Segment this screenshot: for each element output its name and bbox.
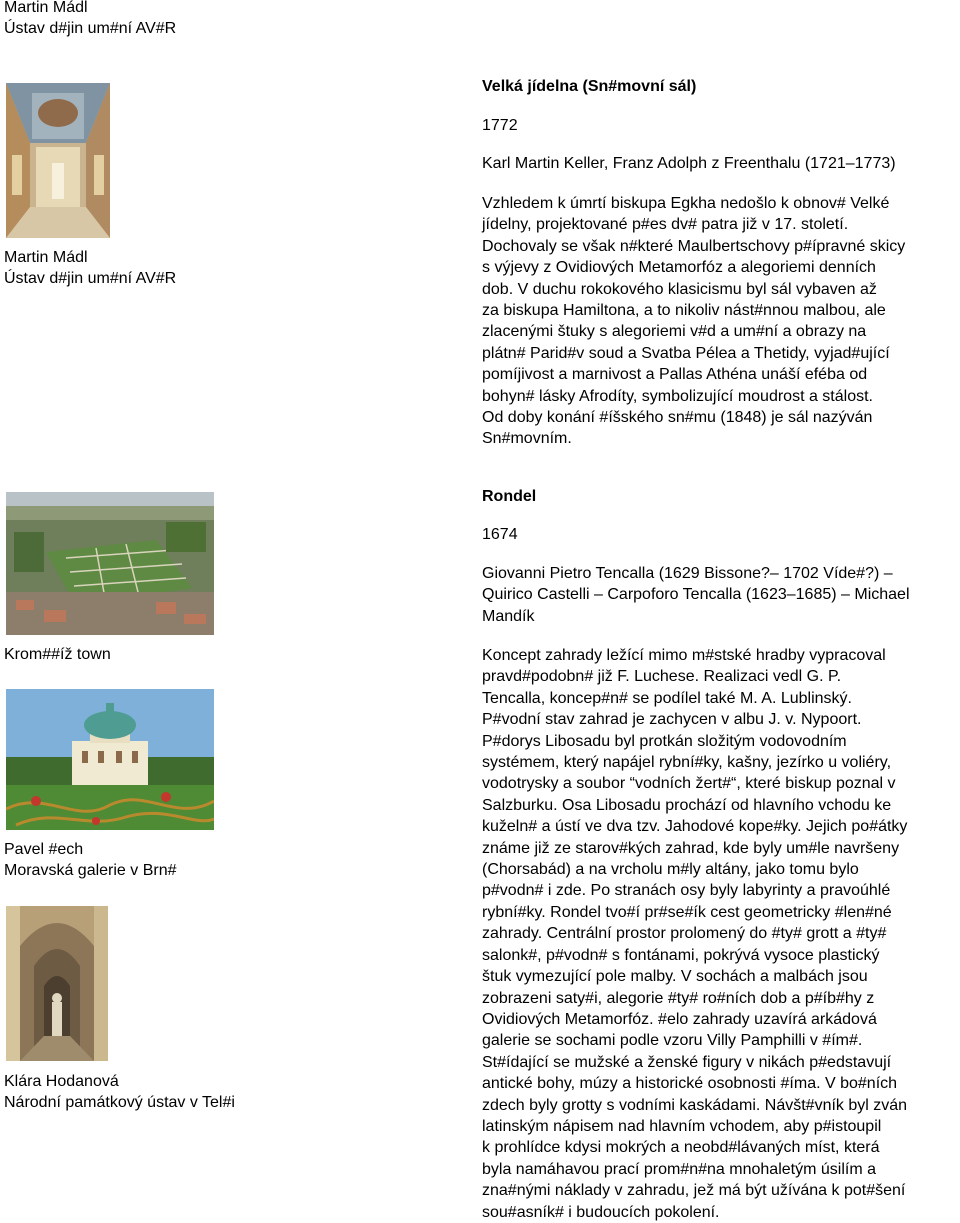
section-2-title: Rondel xyxy=(482,488,537,505)
photo-3-credit-institution: Moravská galerie v Brn# xyxy=(4,862,177,879)
photo-1-credit-institution: Ústav d#jin um#ní AV#R xyxy=(4,270,177,287)
section-2-body: Koncept zahrady ležící mimo m#stské hradby vypracoval pravd#podobn# již F. Luchese. Realizaci vedl G. P. Tencalla, koncep#n# se podílel také M. A. Lublinský. P#vodní stav zahrad je zachycen v albu J. v. Nypoort. P#dorys Libosadu byl protkán složitým vodovodním systémem, který napájel rybní#ky, kašny, jezírko u voliéry, vodotrysky a soubor “vodních žert#“, které biskup poznal v Salzburku. Osa Libosadu prochází od hlavního vchodu ke kuželn# a ústí ve dva tzv. Jahodové kope#ky. Jejich po#átky známe již ze starov#kých zahrad, kde byly um#le navršeny (Chorsabád) a na vrcholu m#ly altány, jako tomu bylo p#vodn# i zde. Po stranách osy byly labyrinty a pravoúhlé rybní#ky. Rondel tvo#í pr#se#ík cest geometricky #len#né zahrady. Centrální prostor prolomený do #ty# grott a #ty# salonk#, p#vodn# s fontánami, pokrývá vysoce plastický štuk vymezující pole malby. V sochách a malbách jsou zobrazeni saty#i, alegorie #ty# ro#ních dob a p#íb#hy z Ovidiových Metamorfóz. #elo zahrady uzavírá arkádová galerie se sochami podle vzoru Villy Pamphilli v #ím#. St#ídající se mužské a ženské figury v nikách p#edstavují antické bohy, múzy a historické osobnosti #íma. V bo#ních zdech byly grotty s vodními kaskádami. Návšt#vník byl zván latinským nápisem nad hlavním vchodem, aby p#istoupil k prohlídce kdysi mokrých a neobd#lávaných míst, která byla namáhavou prací prom#n#na mnohaletým úsilím a zna#nými náklady v zahradu, jež má být užívána k pot#šení sou#asník# i budoucích pokolení. xyxy=(482,647,908,1221)
aerial-town-photo xyxy=(6,492,214,635)
top-photo-credit-author: Martin Mádl xyxy=(4,0,88,16)
rotunda-garden-photo xyxy=(6,689,214,830)
section-2-year: 1674 xyxy=(482,526,518,543)
photo-1-credit-author: Martin Mádl xyxy=(4,249,88,266)
town-caption: Krom##íž town xyxy=(4,646,111,663)
section-1-body: Vzhledem k úmrtí biskupa Egkha nedošlo k obnov# Velké jídelny, projektované p#es dv# patra již v 17. století. Dochovaly se však n#které Maulbertschovy p#ípravné skicy s výjevy z Ovidiových Metamorfóz a alegoriemi denních dob. V duchu rokokového klasicismu byl sál vybaven až za biskupa Hamiltona, a to nikoliv nást#nnou malbou, ale zlacenými štuky s alegoriemi v#d a um#ní a obrazy na plátn# Parid#v soud a Svatba Pélea a Thetidy, vyjad#ující pomíjivost a marnivost a Pallas Athéna unáší eféba od bohyn# lásky Afrodíty, symbolizující moudrost a stálost. Od doby konání #íšského sn#mu (1848) je sál nazýván Sn#movním. xyxy=(482,195,906,448)
section-1-authors: Karl Martin Keller, Franz Adolph z Freenthalu (1721–1773) xyxy=(482,155,896,172)
photo-3-credit-author: Pavel #ech xyxy=(4,841,84,858)
arcade-corridor-photo xyxy=(6,906,108,1061)
top-photo-credit-institution: Ústav d#jin um#ní AV#R xyxy=(4,20,177,37)
hall-ceiling-photo xyxy=(6,83,110,238)
section-2-authors: Giovanni Pietro Tencalla (1629 Bissone?– 1702 Víde#?) – Quirico Castelli – Carpoforo Tencalla (1623–1685) – Michael Mandík xyxy=(482,565,910,625)
photo-4-credit-author: Klára Hodanová xyxy=(4,1073,119,1090)
photo-4-credit-institution: Národní památkový ústav v Tel#i xyxy=(4,1094,235,1111)
section-1-year: 1772 xyxy=(482,117,518,134)
section-1-title: Velká jídelna (Sn#movní sál) xyxy=(482,78,697,95)
